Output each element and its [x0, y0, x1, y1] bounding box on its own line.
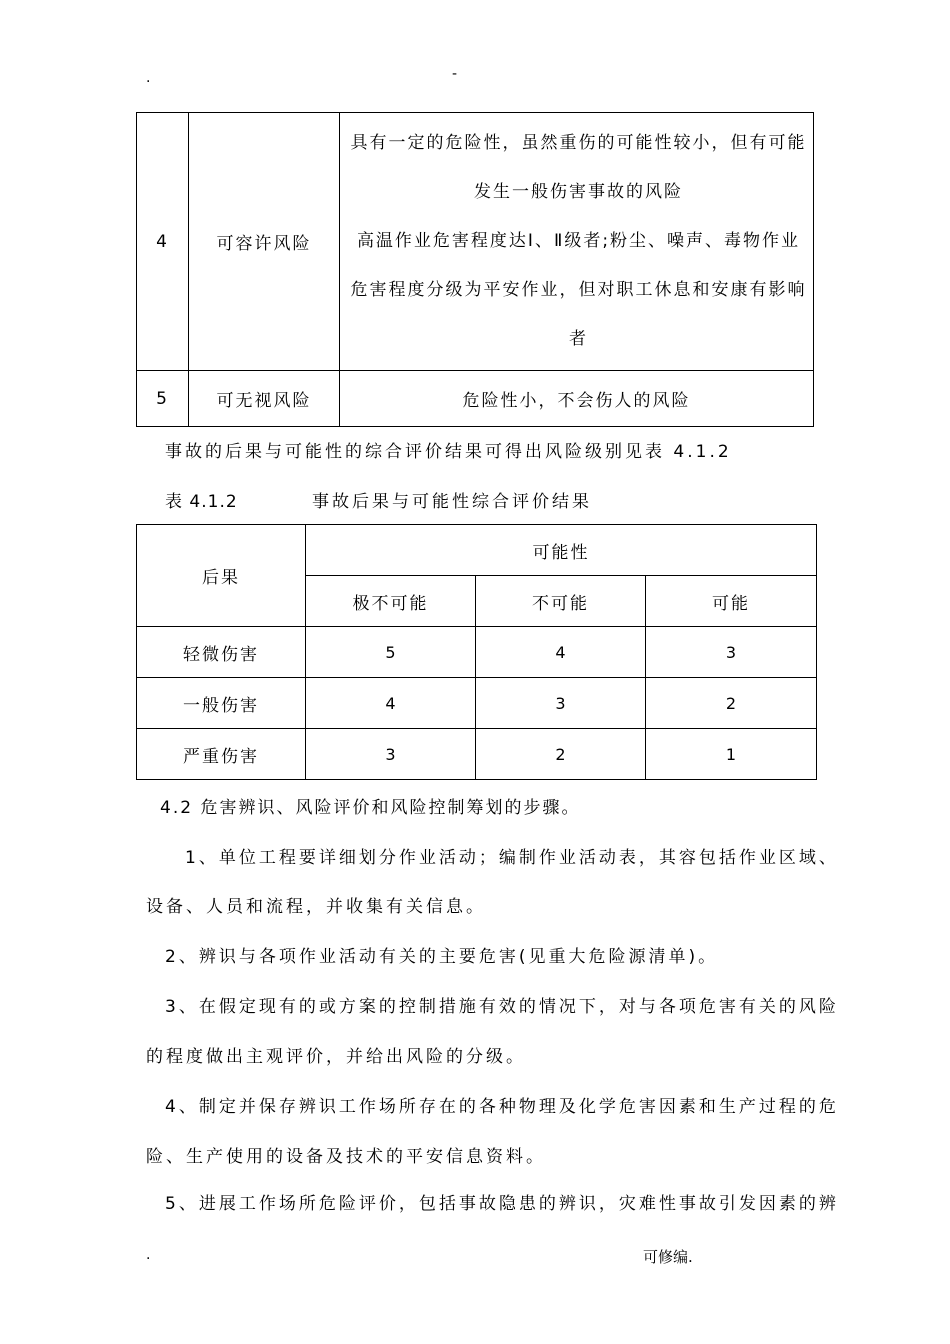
risk-level-number: 4 — [137, 113, 189, 371]
risk-value-cell: 3 — [306, 729, 476, 780]
table-row — [137, 113, 814, 371]
likelihood-column-header: 不可能 — [476, 576, 646, 627]
step-paragraph: 设备、人员和流程，并收集有关信息。 — [146, 897, 486, 917]
risk-level-description: 危险性小，不会伤人的风险 — [340, 371, 814, 427]
footer-text: 可修编. — [643, 1248, 693, 1266]
risk-level-number: 5 — [137, 371, 189, 427]
table-row — [137, 678, 817, 729]
consequence-label: 轻微伤害 — [137, 627, 306, 678]
table-row — [137, 627, 817, 678]
table-row — [137, 729, 817, 780]
table-caption-title: 事故后果与可能性综合评价结果 — [312, 492, 592, 512]
risk-value-cell: 4 — [476, 627, 646, 678]
risk-value-cell: 2 — [476, 729, 646, 780]
table-caption-label: 表 4.1.2 — [165, 492, 238, 512]
risk-value-cell: 1 — [646, 729, 817, 780]
description-line: 发生一般伤害事故的风险 — [474, 182, 683, 202]
intro-paragraph: 事故的后果与可能性的综合评价结果可得出风险级别见表 4.1.2 — [165, 442, 732, 462]
risk-level-name: 可容许风险 — [189, 113, 340, 371]
risk-level-name: 可无视风险 — [189, 371, 340, 427]
risk-matrix-table — [136, 524, 817, 780]
risk-value-cell: 3 — [646, 627, 817, 678]
likelihood-column-header: 可能 — [646, 576, 817, 627]
consequence-header: 后果 — [137, 525, 306, 627]
consequence-label: 一般伤害 — [137, 678, 306, 729]
description-line: 危害程度分级为平安作业，但对职工休息和安康有影响 — [350, 280, 807, 300]
step-paragraph: 险、生产使用的设备及技术的平安信息资料。 — [146, 1147, 546, 1167]
description-line: 具有一定的危险性，虽然重伤的可能性较小，但有可能 — [350, 133, 807, 153]
risk-value-cell: 2 — [646, 678, 817, 729]
likelihood-header: 可能性 — [306, 525, 817, 576]
risk-level-table — [136, 112, 814, 427]
risk-value-cell: 4 — [306, 678, 476, 729]
table-header-row — [137, 525, 817, 576]
section-title: 4.2 危害辨识、风险评价和风险控制筹划的步骤。 — [160, 798, 581, 818]
step-paragraph: 3、在假定现有的或方案的控制措施有效的情况下，对与各项危害有关的风险 — [165, 997, 839, 1017]
risk-level-description — [340, 113, 814, 371]
description-line: 高温作业危害程度达Ⅰ、Ⅱ级者;粉尘、噪声、毒物作业 — [356, 231, 801, 251]
step-paragraph: 的程度做出主观评价，并给出风险的分级。 — [146, 1047, 526, 1067]
table-row — [137, 371, 814, 427]
header-dash: - — [452, 66, 458, 82]
step-paragraph: 4、制定并保存辨识工作场所存在的各种物理及化学危害因素和生产过程的危 — [165, 1097, 839, 1117]
header-dot: . — [146, 70, 151, 86]
step-paragraph: 1、单位工程要详细划分作业活动；编制作业活动表，其容包括作业区域、 — [185, 848, 839, 868]
description-line: 者 — [569, 329, 588, 349]
likelihood-column-header: 极不可能 — [306, 576, 476, 627]
risk-value-cell: 5 — [306, 627, 476, 678]
consequence-label: 严重伤害 — [137, 729, 306, 780]
step-paragraph: 5、进展工作场所危险评价，包括事故隐患的辨识，灾难性事故引发因素的辨 — [165, 1194, 839, 1214]
risk-value-cell: 3 — [476, 678, 646, 729]
step-paragraph: 2、辨识与各项作业活动有关的主要危害(见重大危险源清单)。 — [165, 947, 719, 967]
footer-dot: . — [146, 1247, 151, 1263]
